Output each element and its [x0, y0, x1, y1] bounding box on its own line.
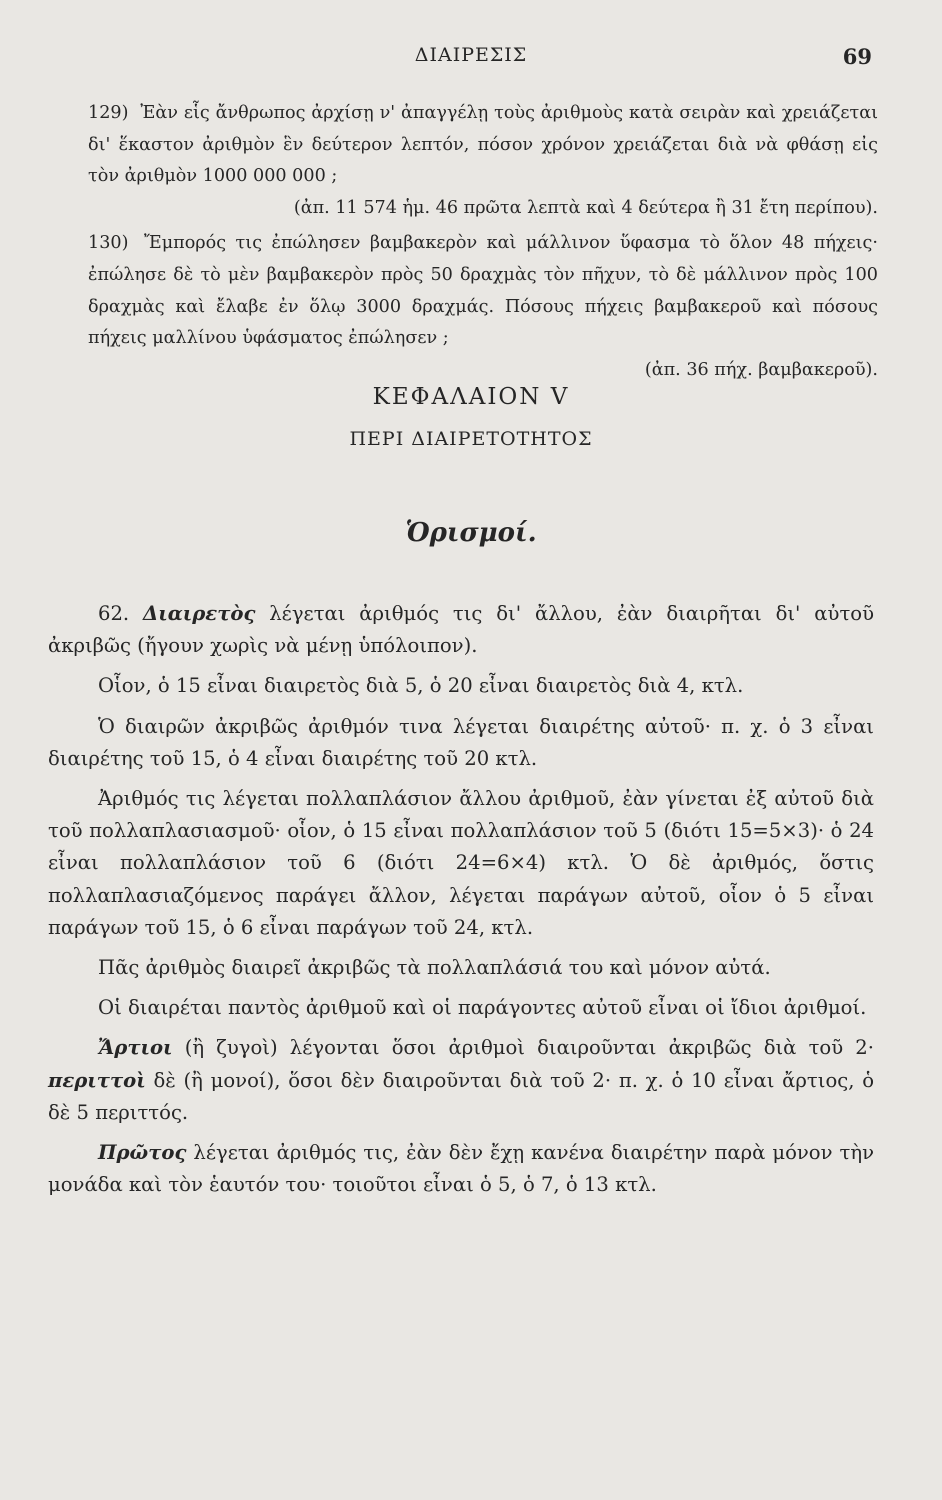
- problem-answer: (ἀπ. 36 πήχ. βαμβακεροῦ).: [644, 359, 878, 380]
- term-even: Ἄρτιοι: [98, 1036, 173, 1060]
- problem-answer: (ἀπ. 11 574 ἡμ. 46 πρῶτα λεπτὰ καὶ 4 δεύτερα ἢ 31 ἔτη περίπου).: [293, 197, 878, 218]
- running-title: ΔΙΑΙΡΕΣΙΣ: [414, 44, 528, 66]
- paragraph-divisible: [48, 598, 874, 662]
- paragraph-divisors-factors: Οἱ διαιρέται παντὸς ἀριθμοῦ καὶ οἱ παράγοντες αὐτοῦ εἶναι οἱ ἴδιοι ἀριθμοί.: [98, 996, 867, 1020]
- problem-number: 129): [88, 103, 129, 123]
- page-number: 69: [842, 44, 872, 69]
- chapter-heading: ΚΕΦΑΛΑΙΟΝ V: [372, 384, 570, 410]
- paragraph-text: λέγεται ἀριθμός τις, ἐὰν δὲν ἔχῃ κανένα διαιρέτην παρὰ μόνον τὴν μονάδα καὶ τὸν ἑαυτόν του· τοιοῦτοι εἶναι ὁ 5, ὁ 7, ὁ 13 κτλ.: [48, 1141, 874, 1197]
- problem-text: Ἔμπορός τις ἐπώλησεν βαμβακερὸν καὶ μάλλινον ὕφασμα τὸ ὅλον 48 πήχεις· ἐπώλησε δὲ τὸ μὲν βαμβακερὸν πρὸς 50 δραχμὰς τὸν πῆχυν, τὸ δὲ μάλλινον πρὸς 100 δραχμὰς καὶ ἔλαβε ἐν ὅλῳ 3000 δραχμάς. Πόσους πήχεις βαμβακεροῦ καὶ πόσους πήχεις μαλλίνου ὑφάσματος ἐπώλησεν ;: [88, 233, 879, 349]
- problem-130: [88, 228, 878, 386]
- paragraph-prime: [48, 1137, 874, 1201]
- section-heading: ΠΕΡΙ ΔΙΑΙΡΕΤΟΤΗΤΟΣ: [349, 428, 593, 450]
- paragraph-multiple: Ἀριθμός τις λέγεται πολλαπλάσιον ἄλλου ἀριθμοῦ, ἐὰν γίνεται ἐξ αὐτοῦ διὰ τοῦ πολλαπλασιασμοῦ· οἷον, ὁ 15 εἶναι πολλαπλάσιον τοῦ 5 (διότι 15=5×3)· ὁ 24 εἶναι πολλαπλάσιον τοῦ 6 (διότι 24=6×4) κτλ. Ὁ δὲ ἀριθμός, ὅστις πολλαπλασιαζόμενος παράγει ἄλλον, λέγεται παράγων αὐτοῦ, οἷον ὁ 5 εἶναι παράγων τοῦ 15, ὁ 6 εἶναι παράγων τοῦ 24, κτλ.: [48, 787, 874, 939]
- problem-text: Ἐὰν εἷς ἄνθρωπος ἀρχίσῃ ν' ἀπαγγέλῃ τοὺς ἀριθμοὺς κατὰ σειρὰν καὶ χρειάζεται δι' ἕκαστον ἀριθμὸν ἓν δεύτερον λεπτόν, πόσον χρόνον χρειάζεται διὰ νὰ φθάσῃ εἰς τὸν ἀριθμὸν 1000 000 000 ;: [88, 103, 878, 187]
- term-odd: περιττοὶ: [48, 1068, 146, 1092]
- term-divisible: Διαιρετὸς: [143, 602, 256, 625]
- paragraph-even-odd: [48, 1032, 874, 1129]
- definitions-heading: Ὁρισμοί.: [405, 518, 537, 548]
- running-head: [0, 44, 942, 74]
- problem-number: 130): [88, 233, 129, 254]
- paragraph-text: δὲ (ἢ μονοί), ὅσοι δὲν διαιροῦνται διὰ τοῦ 2· π. χ. ὁ 10 εἶναι ἄρτιος, ὁ δὲ 5 περιττός.: [48, 1068, 875, 1124]
- paragraph-divides-multiples: Πᾶς ἀριθμὸς διαιρεῖ ἀκριβῶς τὰ πολλαπλάσιά του καὶ μόνον αὐτά.: [98, 956, 771, 980]
- paragraph-text: (ἢ ζυγοὶ) λέγονται ὅσοι ἀριθμοὶ διαιροῦνται ἀκριβῶς διὰ τοῦ 2·: [184, 1036, 874, 1060]
- body-text: [48, 598, 874, 1209]
- problem-129: [88, 98, 878, 224]
- term-prime: Πρῶτος: [98, 1141, 187, 1165]
- problem-list: [88, 98, 878, 390]
- paragraph-divisor: Ὁ διαιρῶν ἀκριβῶς ἀριθμόν τινα λέγεται διαιρέτης αὐτοῦ· π. χ. ὁ 3 εἶναι διαιρέτης τοῦ 15, ὁ 4 εἶναι διαιρέτης τοῦ 20 κτλ.: [48, 714, 874, 770]
- paragraph-example: Οἷον, ὁ 15 εἶναι διαιρετὸς διὰ 5, ὁ 20 εἶναι διαιρετὸς διὰ 4, κτλ.: [98, 674, 744, 698]
- paragraph-number: 62.: [98, 602, 130, 625]
- paragraph-text: λέγεται ἀριθμός τις δι' ἄλλου, ἐὰν διαιρῆται δι' αὐτοῦ ἀκριβῶς (ἤγουν χωρὶς νὰ μένῃ ὑπόλοιπον).: [48, 602, 874, 658]
